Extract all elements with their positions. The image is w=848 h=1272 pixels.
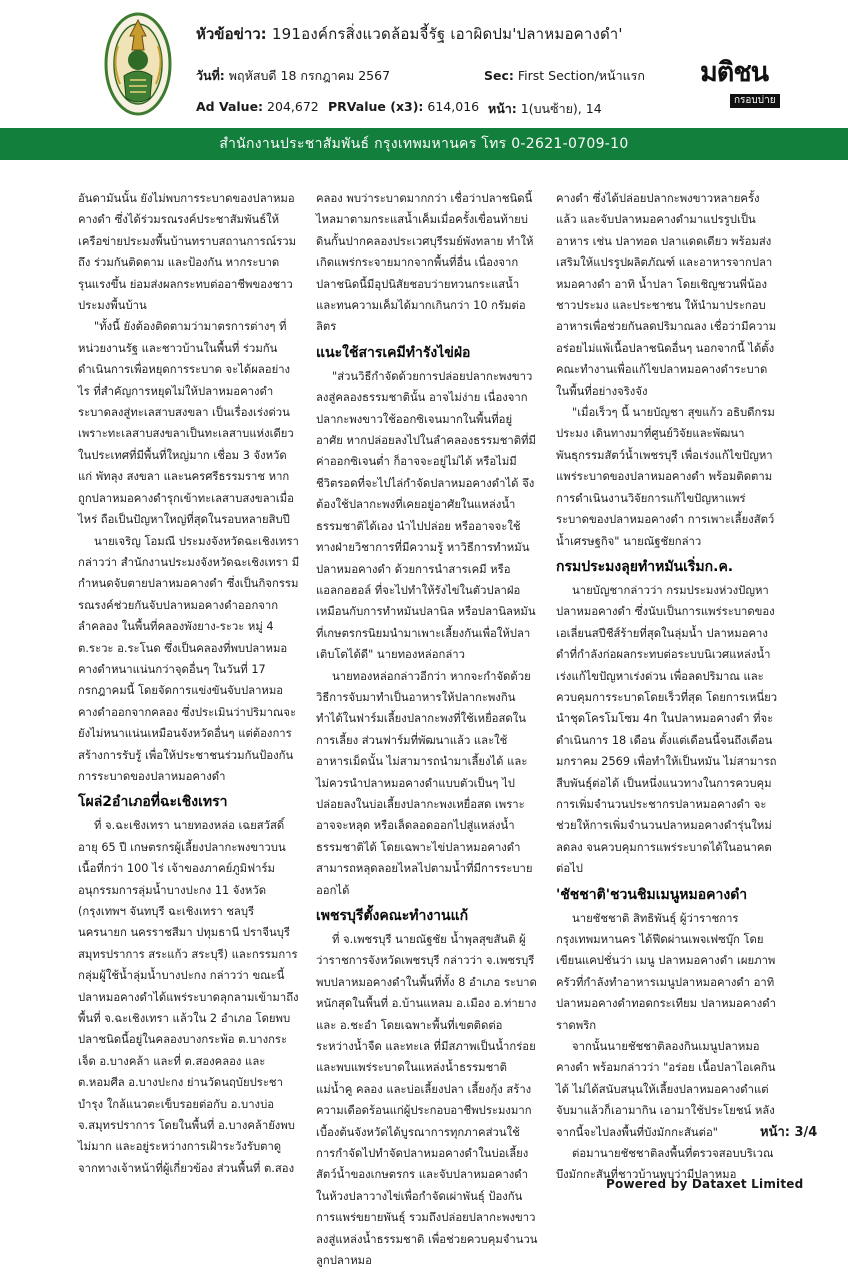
bangkok-seal-icon [100,6,176,124]
paragraph: คางดำ ซึ่งได้ปล่อยปลากะพงขาวหลายครั้งแล้ว และจับปลาหมอคางดำมาแปรรูปเป็นอาหาร เช่น ปลาทอด ปลาแดดเดียว พร้อมส่งเสริมให้แปรรูปผลิตภัณฑ์ และอาหารจากปลาหมอคางดำ อาทิ น้ำปลา โดยเชิญชวนพี่น้องชาวประมง และประชาชน ให้นำมาประกอบอาหารเพื่อช่วยกันลดปริมาณลง เชื่อว่ามีความอร่อยไม่แพ้เนื้อปลาชนิดอื่นๆ นอกจากนี้ ได้ตั้งคณะทำงานเพื่อแก้ไขปลาหมอคางดำระบาดในพื้นที่อย่างจริงจัง [556,192,777,398]
page-number-label: หน้า: [760,1125,790,1140]
publication-edition: กรอบบ่าย [730,94,780,108]
paragraph: "เมื่อเร็วๆ นี้ นายบัญชา สุขแก้ว อธิบดีกรมประมง เดินทางมาที่ศูนย์วิจัยและพัฒนาพันธุกรรมสัตว์น้ำเพชรบุรี เพื่อเร่งแก้ไขปัญหาแพร่ระบาดของปลาหมอคางดำ พร้อมติดตามการดำเนินงานวิจัยการแก้ไขปัญหาแพร่ระบาดของปลาหมอคางดำ การเพาะเลี้ยงสัตว์น้ำเศรษฐกิจ" นายณัฐชัยกล่าว [556,406,775,548]
pr-value-label: PRValue (x3): [328,99,424,114]
paragraph: จากนั้นนายชัชชาติลองกินเมนูปลาหมอคางดำ พร้อมกล่าวว่า "อร่อย เนื้อปลาไอเคกินได้ ไม่ได้สนับสนุนให้เลี้ยงปลาหมอคางดำแต่จับมาแล้วก็เอามากิน เอามาใช้ประโยชน์ หลังจากนี้จะไปลงพื้นที่บังมักกะสันต่อ" [556,1040,776,1139]
section-value: First Section/หน้าแรก [517,68,645,83]
article-column-2 [316,188,538,1268]
paragraph: ต่อมานายชัชชาติลงพื้นที่ตรวจสอบบริเวณบึงมักกะสันที่ชาวบ้านพบว่ามีปลาหมอ [556,1147,774,1182]
date-label: วันที่: [196,68,225,83]
paragraph: คลอง พบว่าระบาดมากกว่า เชื่อว่าปลาชนิดนี้ไหลมาตามกระแสน้ำเค็มเมื่อครั้งเขื่อนท้ายบ่ดินกั้นปากคลองประเวศบุรีรมย์พังทลาย ทำให้เกิดแพร่กระจายมากจากพื้นที่อื่น เนื่องจากปลาชนิดนี้มีอุปนิสัยชอบว่ายทวนกระแสน้ำ และทนความเค็มได้มากเกินกว่า 10 กรัมต่อลิตร [316,192,534,334]
headline-line [196,22,623,46]
page-number [760,1121,817,1142]
page-label: หน้า: [488,101,517,116]
subheading: 'ชัชชาติ'ชวนชิมเมนูหมอคางดำ [556,886,748,903]
ad-value-line [196,99,319,114]
paragraph: "ทั้งนี้ ยังต้องติดตามว่ามาตรการต่างๆ ที่หน่วยงานรัฐ และชาวบ้านในพื้นที่ ร่วมกันดำเนินการเพื่อหยุดการระบาด จะได้ผลอย่างไร ที่สำคัญการหยุดไม่ให้ปลาหมอคางดำระบาดลงสู่ทะเลสาบสงขลา เป็นเรื่องเร่งด่วน เพราะทะเลสาบสงขลาเป็นทะเลสาบแห่งเดียวในประเทศที่มีพื้นที่ใหญ่มาก เชื่อม 3 จังหวัด แก่ พัทลุง สงขลา และนครศรีธรรมราช หากถูกปลาหมอคางดำรุกเข้าทะเลสาบสงขลาเมื่อไหร่ ถือเป็นปัญหาใหญ่ที่สุดในรอบหลายสิบปี [78,320,294,527]
subheading: โผล่2อำเภอที่ฉะเชิงเทรา [78,794,228,811]
ad-value: 204,672 [267,99,319,114]
page-number-value: 3/4 [794,1125,818,1140]
paragraph: นายบัญชากล่าวว่า กรมประมงห่วงปัญหาปลาหมอคางดำ ซึ่งนับเป็นการแพร่ระบาดของเอเลี่ยนสปีชีส์ร้ายที่สุดในลุ่มน้ำ ปลาหมอคางดำที่กำลังก่อผลกระทบต่อระบบนิเวศแหล่งน้ำ เร่งแก้ไขปัญหาเร่งด่วน เพื่อลดปริมาณ และควบคุมการระบาดโดยเร็วที่สุด โดยการเหนี่ยวนำชุดโครโมโซม 4n ในปลาหมอคางดำ ที่จะดำเนินการ 18 เดือน ตั้งแต่เดือนนี้จนถึงเดือนมกราคม 2569 เพื่อทำให้เป็นหมัน ไม่สามารถสืบพันธุ์ต่อได้ เป็นหนึ่งแนวทางในการควบคุมการเพิ่มจำนวนประชากรปลาหมอคางดำ จะช่วยให้การเพิ่มจำนวนปลาหมอคางดำรุ่นใหม่ลดลง จนควบคุมการแพร่ระบาดได้ในอนาคตต่อไป [556,583,778,876]
paragraph: นายทองหล่อกล่าวอีกว่า หากจะกำจัดด้วยวิธีการจับมาทำเป็นอาหารให้ปลากะพงกินทำได้ในฟาร์มเลี้ยงปลากะพงที่ใช้เหยื่อสดในการเลี้ยง ส่วนฟาร์มที่พัฒนาแล้ว และใช้อาหารเม็ดนั้น ไม่สามารถนำมาเลี้ยงได้ และไม่ควรนำปลาหมอคางดำแบบตัวเป็นๆ ไปปล่อยลงในบ่อเลี้ยงปลากะพงเหยื่อสด เพราะอาจจะหลุด หรือเล็ดลอดออกไปสู่แหล่งน้ำธรรมชาติได้ โดยเฉพาะไข่ปลาหมอคางดำ สามารถหลุดลอยไหลไปตามน้ำที่มีการระบายออกได้ [316,669,533,897]
page-line [488,99,602,119]
paragraph: ที่ จ.เพชรบุรี นายณัฐชัย น้ำพุลสุขสันติ ผู้ว่าราชการจังหวัดเพชรบุรี กล่าวว่า จ.เพชรบุรี พบปลาหมอคางดำในพื้นที่ทั้ง 8 อำเภอ ระบาดหนักสุดในพื้นที่ อ.บ้านแหลม อ.เมือง อ.ท่ายาง และ อ.ชะอำ โดยเฉพาะพื้นที่เขตติดต่อระหว่างน้ำจืด และทะเล ที่มีสภาพเป็นน้ำกร่อย และพบแพร่ระบาดในแหล่งน้ำธรรมชาติ แม่น้ำคู คลอง และบ่อเลี้ยงปลา เลี้ยงกุ้ง สร้างความเดือดร้อนแก่ผู้ประกอบอาชีพประมงมาก เบื้องต้นจังหวัดได้บูรณาการทุกภาคส่วนใช้การกำจัดไปทำจัดปลาหมอคางดำในบ่อเลี้ยงสัตว์น้ำของเกษตรกร และจับปลาหมอคางดำในห้วงปลาวางไข่เพื่อกำจัดเผ่าพันธุ์ ป้องกันการแพร่ขยายพันธุ์ รวมถึงปล่อยปลากะพงขาวลงสู่แหล่งน้ำธรรมชาติ เพื่อช่วยควบคุมจำนวนลูกปลาหมอ [316,933,538,1268]
article-column-3 [556,188,778,1182]
clipping-header [0,0,848,128]
subheading: แนะใช้สารเคมีทำรังไข่ฝ่อ [316,344,471,361]
subheading: กรมประมงลุยทำหมันเริ่มก.ค. [556,558,734,575]
paragraph: ที่ จ.ฉะเชิงเทรา นายทองหล่อ เฉยสวัสดิ์ อายุ 65 ปี เกษตรกรผู้เลี้ยงปลากะพงขาวบนเนื้อที่กว่า 100 ไร่ เจ้าของภาคย์ภูมิฟาร์ม อนุกรรมการลุ่มน้ำบางปะกง 11 จังหวัด (กรุงเทพฯ จันทบุรี ฉะเชิงเทรา ชลบุรี นครนายก นครราชสีมา ปทุมธานี ปราจีนบุรี สมุทรปราการ สระแก้ว สระบุรี) และกรรมการกลุ่มผู้ใช้น้ำลุ่มน้ำบางปะกง กล่าวว่า ขณะนี้ปลาหมอคางดำได้แพร่ระบาดลุกลามเข้ามาถึงพื้นที่ จ.ฉะเชิงเทรา แล้วใน 2 อำเภอ โดยพบปลาชนิดนี้อยู่ในคลองบางกระพ้อ ต.บางกระเจ็ด อ.บางคล้า และที่ ต.สองคลอง และ ต.หอมศีล อ.บางปะกง ย่านวัดนฤบัยประชาบำรุง ใกล้แนวตะเข็บรอยต่อกับ อ.บางบ่อ จ.สมุทรปราการ โดยในพื้นที่ อ.บางคล้ายังพบไม่มาก และอยู่ระหว่างการเฝ้าระวังรับตาดูจากทางเจ้าหน้าที่ผู้เกี่ยวข้อง ส่วนพื้นที่ ต.สอง [78,819,299,1175]
section-line [484,66,645,86]
paragraph: อันดามันนั้น ยังไม่พบการระบาดของปลาหมอคางดำ ซึ่งได้ร่วมรณรงค์ประชาสัมพันธ์ให้เครือข่ายประมงพื้นบ้านทราบสถานการณ์รวมถึง ร่วมกันติดตาม และป้องกัน หากระบาดรุนแรงขึ้น ย่อมส่งผลกระทบต่ออาชีพของชาวประมงพื้นบ้าน [78,192,297,313]
publication-name: มติชน [700,57,769,88]
publication-logo [700,58,780,108]
powered-by: Powered by Dataxet Limited [606,1177,804,1191]
paragraph: นายเจริญ โอมณี ประมงจังหวัดฉะเชิงเทรา กล่าวว่า สำนักงานประมงจังหวัดฉะเชิงเทรา มีกำหนดจับตายปลาหมอคางดำ ซึ่งเป็นกิจกรรมรณรงค์ช่วยกันจับปลาหมอคางดำออกจากลำคลอง ในพื้นที่คลองพังยาง-ระวะ หมู่ 4 ต.ระวะ อ.ระโนด ซึ่งเป็นคลองที่พบปลาหมอคางดำหนาแน่นกว่าจุดอื่นๆ ในวันที่ 17 กรกฎาคมนี้ โดยจัดการแข่งขันจับปลาหมอคางดำออกจากคลอง ซึ่งประเมินว่าปริมาณจะยังไม่หนาแน่นเหมือนจังหวัดอื่นๆ แต่ต้องการสร้างการรับรู้ เพื่อให้ประชาชนร่วมกันป้องกันการระบาดของปลาหมอคางดำ [78,534,300,783]
paragraph: "ส่วนวิธีกำจัดด้วยการปล่อยปลากะพงขาวลงสู่คลองธรรมชาตินั้น อาจไม่ง่าย เนื่องจากปลากะพงขาวใช้ออกซิเจนมากในพื้นที่อยู่อาศัย หากปล่อยลงไปในลำคลองธรรมชาติที่มีค่าออกซิเจนต่ำ ก็อาจจะอยู่ไม่ได้ หรือไม่มีชีวิตรอดที่จะไปไล่กำจัดปลาหมอคางดำได้ จึงต้องใช้ปลากะพงที่เคยอยู่อาศัยในแหล่งน้ำธรรมชาติได้เอง นำไปปล่อย หรืออาจจะใช้ทางฝ่ายวิชาการที่มีความรู้ หาวิธีการทำหมันปลาหมอคางดำ ด้วยการนำสารเคมี หรือแอลกอฮอล์ ที่จะไปทำให้รังไข่ในตัวปลาฝ่อเหมือนกับการทำหมันปลานิล หรือปลานิลหมันที่เกษตรกรนิยมนำมาเพาะเลี้ยงกันเพื่อให้ปลาเติบโตได้ดี" นายทองหล่อกล่าว [316,369,536,662]
ad-value-label: Ad Value: [196,99,264,114]
pr-value: 614,016 [427,99,480,114]
office-contact-bar: สำนักงานประชาสัมพันธ์ กรุงเทพมหานคร โทร 0-2621-0709-10 [0,128,848,160]
section-label: Sec: [484,68,514,83]
subheading: เพชรบุรีตั้งคณะทำงานแก้ [316,908,469,924]
article-column-1 [78,188,300,1175]
date-value: พฤหัสบดี 18 กรกฎาคม 2567 [228,68,391,83]
headline-label: หัวข้อข่าว: [196,25,267,43]
paragraph: นายชัชชาติ สิทธิพันธุ์ ผู้ว่าราชการกรุงเทพมหานคร ได้ฟีดผ่านเพจเฟซบุ๊ก โดยเขียนแคปชั่นว่า เมนู ปลาหมอคางดำ เผยภาพครัวที่กำลังทำอาหารเมนูปลาหมอคางดำ อาทิ ปลาหมอคางดำทอดกระเทียม ปลาหมอคางดำราดพริก [556,911,776,1032]
page-value: 1(บนซ้าย), 14 [520,101,602,116]
headline: 191องค์กรสิ่งแวดล้อมจี้รัฐ เอาผิดปม'ปลาหมอคางดำ' [271,25,623,43]
pr-value-line [328,99,479,114]
date-line [196,66,390,86]
